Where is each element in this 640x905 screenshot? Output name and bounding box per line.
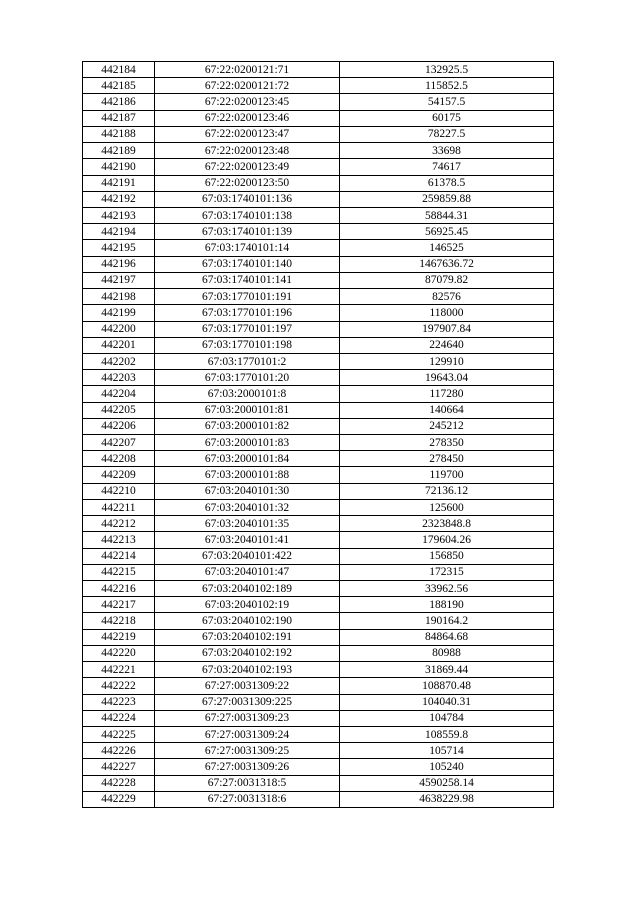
table-row [83, 499, 554, 515]
table-row [83, 94, 554, 110]
table-row [83, 645, 554, 661]
row-number-cell: 442184 [83, 62, 155, 78]
table-row [83, 467, 554, 483]
row-number-cell: 442221 [83, 662, 155, 678]
cadastral-number-cell: 67:22:0200123:50 [155, 175, 340, 191]
cadastral-number-cell: 67:27:0031309:24 [155, 726, 340, 742]
row-number-cell: 442228 [83, 775, 155, 791]
row-number-cell: 442190 [83, 159, 155, 175]
cadastral-number-cell: 67:03:2000101:84 [155, 451, 340, 467]
cadastral-number-cell: 67:03:1740101:139 [155, 224, 340, 240]
table-row [83, 743, 554, 759]
table-row [83, 207, 554, 223]
value-cell: 84864.68 [340, 629, 554, 645]
cadastral-number-cell: 67:03:2040101:30 [155, 483, 340, 499]
value-cell: 140664 [340, 402, 554, 418]
value-cell: 156850 [340, 548, 554, 564]
table-row [83, 191, 554, 207]
table-row [83, 581, 554, 597]
table-row [83, 337, 554, 353]
value-cell: 2323848.8 [340, 516, 554, 532]
cadastral-number-cell: 67:03:2000101:83 [155, 435, 340, 451]
cadastral-number-cell: 67:03:2040102:193 [155, 662, 340, 678]
value-cell: 245212 [340, 418, 554, 434]
row-number-cell: 442205 [83, 402, 155, 418]
row-number-cell: 442216 [83, 581, 155, 597]
table-row [83, 240, 554, 256]
cadastral-number-cell: 67:22:0200123:49 [155, 159, 340, 175]
cadastral-number-cell: 67:03:1740101:14 [155, 240, 340, 256]
table-row [83, 613, 554, 629]
cadastral-number-cell: 67:03:2040102:189 [155, 581, 340, 597]
table-row [83, 759, 554, 775]
value-cell: 4590258.14 [340, 775, 554, 791]
row-number-cell: 442206 [83, 418, 155, 434]
cadastral-number-cell: 67:27:0031309:23 [155, 710, 340, 726]
row-number-cell: 442223 [83, 694, 155, 710]
value-cell: 259859.88 [340, 191, 554, 207]
row-number-cell: 442192 [83, 191, 155, 207]
value-cell: 72136.12 [340, 483, 554, 499]
cadastral-number-cell: 67:03:1770101:2 [155, 353, 340, 369]
row-number-cell: 442196 [83, 256, 155, 272]
table-row [83, 597, 554, 613]
row-number-cell: 442188 [83, 126, 155, 142]
row-number-cell: 442193 [83, 207, 155, 223]
table-row [83, 370, 554, 386]
row-number-cell: 442195 [83, 240, 155, 256]
value-cell: 172315 [340, 564, 554, 580]
row-number-cell: 442220 [83, 645, 155, 661]
row-number-cell: 442186 [83, 94, 155, 110]
cadastral-number-cell: 67:03:2000101:8 [155, 386, 340, 402]
row-number-cell: 442200 [83, 321, 155, 337]
cadastral-number-cell: 67:03:1770101:198 [155, 337, 340, 353]
cadastral-number-cell: 67:22:0200123:48 [155, 143, 340, 159]
table-row [83, 159, 554, 175]
table-row [83, 386, 554, 402]
cadastral-number-cell: 67:03:1770101:191 [155, 289, 340, 305]
table-row [83, 110, 554, 126]
cadastral-number-cell: 67:27:0031309:25 [155, 743, 340, 759]
value-cell: 118000 [340, 305, 554, 321]
row-number-cell: 442197 [83, 272, 155, 288]
value-cell: 104040.31 [340, 694, 554, 710]
value-cell: 60175 [340, 110, 554, 126]
table-row [83, 694, 554, 710]
table-row [83, 272, 554, 288]
cadastral-number-cell: 67:03:1770101:196 [155, 305, 340, 321]
cadastral-number-cell: 67:03:2040101:422 [155, 548, 340, 564]
value-cell: 80988 [340, 645, 554, 661]
table-row [83, 418, 554, 434]
table-row [83, 775, 554, 791]
row-number-cell: 442201 [83, 337, 155, 353]
value-cell: 117280 [340, 386, 554, 402]
cadastral-number-cell: 67:27:0031309:26 [155, 759, 340, 775]
cadastral-number-cell: 67:03:1740101:141 [155, 272, 340, 288]
value-cell: 1467636.72 [340, 256, 554, 272]
cadastral-number-cell: 67:03:2040102:19 [155, 597, 340, 613]
table-row [83, 678, 554, 694]
value-cell: 105240 [340, 759, 554, 775]
table-row [83, 516, 554, 532]
value-cell: 74617 [340, 159, 554, 175]
cadastral-number-cell: 67:22:0200123:46 [155, 110, 340, 126]
value-cell: 33962.56 [340, 581, 554, 597]
table-row [83, 435, 554, 451]
row-number-cell: 442185 [83, 78, 155, 94]
value-cell: 224640 [340, 337, 554, 353]
table-row [83, 662, 554, 678]
value-cell: 31869.44 [340, 662, 554, 678]
row-number-cell: 442219 [83, 629, 155, 645]
value-cell: 56925.45 [340, 224, 554, 240]
row-number-cell: 442213 [83, 532, 155, 548]
cadastral-number-cell: 67:03:1740101:138 [155, 207, 340, 223]
data-table [82, 61, 554, 808]
row-number-cell: 442209 [83, 467, 155, 483]
value-cell: 104784 [340, 710, 554, 726]
value-cell: 19643.04 [340, 370, 554, 386]
row-number-cell: 442226 [83, 743, 155, 759]
row-number-cell: 442214 [83, 548, 155, 564]
value-cell: 33698 [340, 143, 554, 159]
value-cell: 179604.26 [340, 532, 554, 548]
value-cell: 54157.5 [340, 94, 554, 110]
cadastral-number-cell: 67:03:2040102:191 [155, 629, 340, 645]
value-cell: 146525 [340, 240, 554, 256]
table-row [83, 548, 554, 564]
value-cell: 105714 [340, 743, 554, 759]
row-number-cell: 442194 [83, 224, 155, 240]
table-row [83, 629, 554, 645]
value-cell: 188190 [340, 597, 554, 613]
table-row [83, 78, 554, 94]
cadastral-number-cell: 67:27:0031309:22 [155, 678, 340, 694]
value-cell: 115852.5 [340, 78, 554, 94]
cadastral-number-cell: 67:03:2000101:82 [155, 418, 340, 434]
table-row [83, 483, 554, 499]
row-number-cell: 442203 [83, 370, 155, 386]
value-cell: 125600 [340, 499, 554, 515]
cadastral-number-cell: 67:27:0031309:225 [155, 694, 340, 710]
cadastral-number-cell: 67:03:2000101:88 [155, 467, 340, 483]
table-row [83, 532, 554, 548]
table-body [83, 62, 554, 808]
table-row [83, 321, 554, 337]
row-number-cell: 442189 [83, 143, 155, 159]
cadastral-number-cell: 67:03:2000101:81 [155, 402, 340, 418]
cadastral-number-cell: 67:22:0200123:47 [155, 126, 340, 142]
table-row [83, 143, 554, 159]
row-number-cell: 442199 [83, 305, 155, 321]
table-row [83, 289, 554, 305]
row-number-cell: 442198 [83, 289, 155, 305]
cadastral-number-cell: 67:03:2040101:32 [155, 499, 340, 515]
table-row [83, 175, 554, 191]
value-cell: 87079.82 [340, 272, 554, 288]
table-row [83, 791, 554, 807]
cadastral-number-cell: 67:03:2040101:47 [155, 564, 340, 580]
value-cell: 108870.48 [340, 678, 554, 694]
cadastral-number-cell: 67:03:1770101:20 [155, 370, 340, 386]
row-number-cell: 442212 [83, 516, 155, 532]
table-row [83, 305, 554, 321]
value-cell: 132925.5 [340, 62, 554, 78]
value-cell: 119700 [340, 467, 554, 483]
value-cell: 197907.84 [340, 321, 554, 337]
value-cell: 129910 [340, 353, 554, 369]
row-number-cell: 442225 [83, 726, 155, 742]
row-number-cell: 442229 [83, 791, 155, 807]
table-row [83, 710, 554, 726]
table-row [83, 726, 554, 742]
cadastral-number-cell: 67:22:0200121:71 [155, 62, 340, 78]
cadastral-number-cell: 67:03:1770101:197 [155, 321, 340, 337]
cadastral-number-cell: 67:27:0031318:6 [155, 791, 340, 807]
cadastral-number-cell: 67:03:2040102:192 [155, 645, 340, 661]
row-number-cell: 442187 [83, 110, 155, 126]
cadastral-number-cell: 67:22:0200121:72 [155, 78, 340, 94]
row-number-cell: 442217 [83, 597, 155, 613]
value-cell: 61378.5 [340, 175, 554, 191]
row-number-cell: 442210 [83, 483, 155, 499]
row-number-cell: 442222 [83, 678, 155, 694]
table-row [83, 451, 554, 467]
value-cell: 190164.2 [340, 613, 554, 629]
value-cell: 278450 [340, 451, 554, 467]
cadastral-number-cell: 67:22:0200123:45 [155, 94, 340, 110]
table-row [83, 224, 554, 240]
row-number-cell: 442227 [83, 759, 155, 775]
row-number-cell: 442208 [83, 451, 155, 467]
value-cell: 4638229.98 [340, 791, 554, 807]
table-row [83, 402, 554, 418]
value-cell: 58844.31 [340, 207, 554, 223]
table-row [83, 564, 554, 580]
table-row [83, 62, 554, 78]
row-number-cell: 442215 [83, 564, 155, 580]
row-number-cell: 442191 [83, 175, 155, 191]
cadastral-number-cell: 67:03:1740101:136 [155, 191, 340, 207]
cadastral-number-cell: 67:03:2040101:35 [155, 516, 340, 532]
row-number-cell: 442224 [83, 710, 155, 726]
row-number-cell: 442218 [83, 613, 155, 629]
cadastral-number-cell: 67:03:2040101:41 [155, 532, 340, 548]
value-cell: 78227.5 [340, 126, 554, 142]
row-number-cell: 442204 [83, 386, 155, 402]
table-row [83, 126, 554, 142]
cadastral-number-cell: 67:27:0031318:5 [155, 775, 340, 791]
cadastral-number-cell: 67:03:2040102:190 [155, 613, 340, 629]
row-number-cell: 442211 [83, 499, 155, 515]
table-row [83, 353, 554, 369]
cadastral-number-cell: 67:03:1740101:140 [155, 256, 340, 272]
value-cell: 278350 [340, 435, 554, 451]
value-cell: 82576 [340, 289, 554, 305]
table-row [83, 256, 554, 272]
value-cell: 108559.8 [340, 726, 554, 742]
row-number-cell: 442202 [83, 353, 155, 369]
row-number-cell: 442207 [83, 435, 155, 451]
